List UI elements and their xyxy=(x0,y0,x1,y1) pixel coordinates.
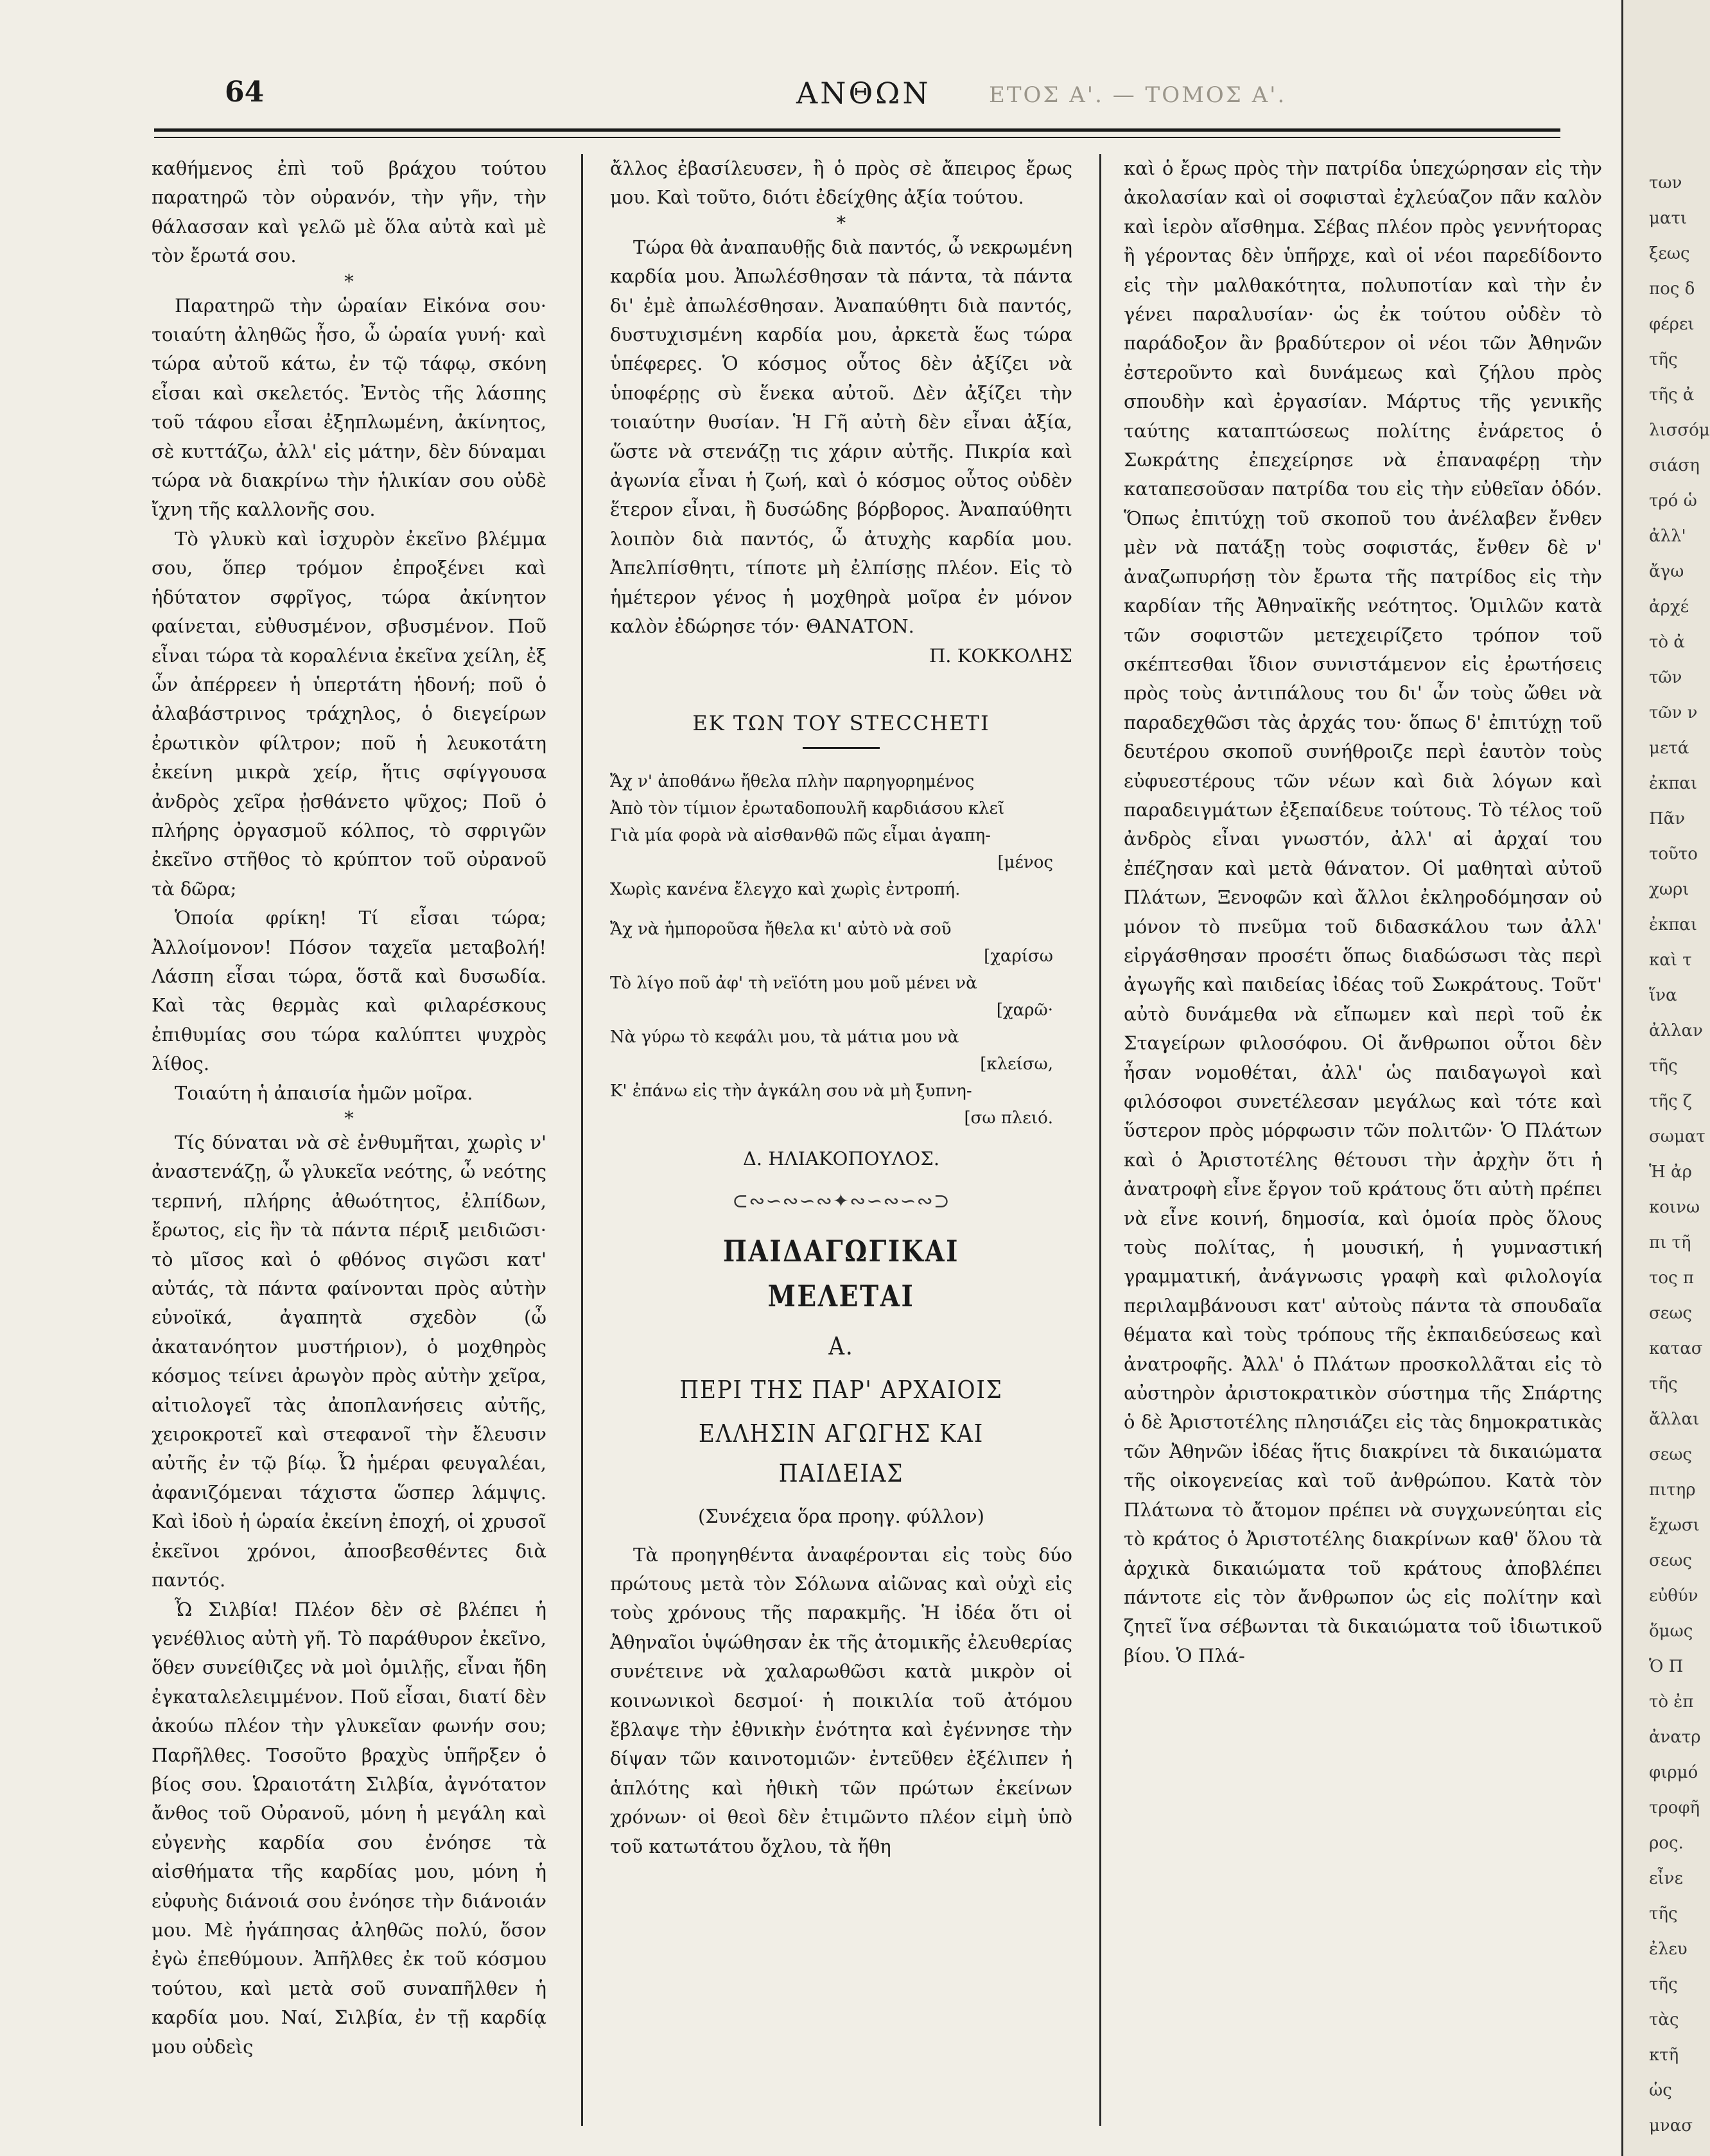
edge-fragment: πιτηρ xyxy=(1649,1480,1696,1500)
edge-fragment: ἀλλ' xyxy=(1649,527,1686,546)
edge-fragment: μνασ xyxy=(1649,2116,1693,2135)
poem-line-continuation: [χαρῶ· xyxy=(996,1001,1053,1021)
edge-fragment: ἐκπαι xyxy=(1649,915,1698,934)
edge-fragment: σεως xyxy=(1649,1551,1692,1570)
ornamental-divider: ⊂∾∽∾∽∾✦∾∽∾∽∾⊃ xyxy=(732,1189,950,1213)
edge-fragment: κατασ xyxy=(1649,1339,1703,1358)
study-part: Α. xyxy=(828,1332,854,1361)
poem-stanza-2 xyxy=(610,916,1072,1132)
poem-title: ΕΚ ΤΩΝ ΤΟΥ STECCHETI xyxy=(692,710,990,735)
poem-line-continuation: [χαρίσω xyxy=(984,947,1053,967)
edge-fragment: κτῆ xyxy=(1649,2046,1679,2065)
edge-fragment: ἀνατρ xyxy=(1649,1728,1701,1747)
edge-fragment: των xyxy=(1649,173,1682,193)
edge-fragment: τῆς xyxy=(1649,1374,1678,1394)
c2-star-separator: * xyxy=(836,211,846,234)
c1-paragraph-2: Παρατηρῶ τὴν ὡραίαν Εἰκόνα σου· τοιαύτη ἀληθῶς ἦσο, ὦ ὡραία γυνή· καὶ τώρα αὐτοῦ κάτω, ἐν τῷ τάφῳ, σκόνη εἶσαι καὶ σκελετός. Ἐντὸς τῆς λάσπης τοῦ τάφου εἶσαι ἐξηπλωμένη, ἀκίνητος, σὲ κυττάζω, ἀλλ' εἰς μάτην, δὲν δύναμαι τώρα νὰ διακρίνω τὴν ἡλικίαν σου οὐδὲ ἴχνη τῆς καλλονῆς σου. xyxy=(152,294,546,521)
edge-fragment: ἔχωσι xyxy=(1649,1516,1700,1535)
edge-fragment: τὸ ἀ xyxy=(1649,633,1685,652)
edge-fragment: σωματ xyxy=(1649,1127,1706,1146)
edge-fragment: τὸ ἐπ xyxy=(1649,1692,1694,1712)
edge-fragment: σιάση xyxy=(1649,456,1700,475)
edge-fragment: Ἡ ἀρ xyxy=(1649,1162,1692,1182)
signature-kokkolis: Π. ΚΟΚΚΟΛΗΣ xyxy=(929,644,1072,667)
edge-fragment: ρος. xyxy=(1649,1834,1684,1853)
poem-line: Κ' ἐπάνω εἰς τὴν ἀγκάλη σου νὰ μὴ ξυπνη- xyxy=(610,1082,972,1101)
study-subtitle-1: ΠΕΡΙ ΤΗΣ ΠΑΡ' ΑΡΧΑΙΟΙΣ xyxy=(679,1376,1003,1405)
edge-fragment: τοῦτο xyxy=(1649,845,1698,864)
edge-fragment: τῆς ζ xyxy=(1649,1092,1692,1111)
edge-fragment: σεως xyxy=(1649,1445,1692,1464)
c1-paragraph-4: Ὁποία φρίκη! Τί εἶσαι τώρα; Ἀλλοίμονον! Πόσον ταχεῖα μεταβολή! Λάσπη εἶσαι τώρα, ὅστᾶ καὶ δυσωδία. Καὶ τὰς θερμὰς καὶ φιλαρέσκους ἐπιθυμίας σου τώρα καλύπτει ψυχρὸς λίθος. xyxy=(152,907,546,1075)
poem-line-continuation: [κλείσω, xyxy=(980,1055,1053,1074)
poem-stanza-1 xyxy=(610,768,1072,903)
c2-paragraph-2: Τώρα θὰ ἀναπαυθῇς διὰ παντός, ὦ νεκρωμένη καρδία μου. Ἀπωλέσθησαν τὰ πάντα, τὰ πάντα δι' ἐμὲ ἀπωλέσθησαν. Ἀναπαύθητι διὰ παντός, δυστυχισμένη καρδία μου, ἀρκετὰ ἕως τώρα ὑπέφερες. Ὁ κόσμος οὗτος δὲν ἀξίζει νὰ ὑποφέρῃς σὺ ἕνεκα αὐτοῦ. Δὲν ἀξίζει τὴν τοιαύτην θυσίαν. Ἡ Γῆ αὐτὴ δὲν εἶναι ἀξία, ὥστε νὰ στενάζῃ τις χάριν αὐτῆς. Πικρία καὶ ἀγωνία εἶναι ἡ ζωή, καὶ ὁ κόσμος οὗτος οὐδὲν ἕτερον εἶναι, ἢ δυσώδης βόρβορος. Ἀναπαύθητι λοιπὸν διὰ παντός, ὦ ἀτυχὴς καρδία μου. Ἀπελπίσθητι, τίποτε μὴ ἐλπίσῃς πλέον. Εἰς τὸ ἡμέτερον γένος ἡ μοχθηρὰ μοῖρα ἐν μόνον καλὸν ἐδώρησε τόν· ΘΑΝΑΤΟΝ. xyxy=(610,236,1072,638)
edge-fragment: ξεως xyxy=(1649,244,1690,263)
continuation-note: (Συνέχεια ὅρα προηγ. φύλλον) xyxy=(698,1505,984,1528)
c1-paragraph-3: Τὸ γλυκὺ καὶ ἰσχυρὸν ἐκεῖνο βλέμμα σου, ὅπερ τρόμον ἐπροξένει καὶ ἡδύτατον σφρῖγος, τώρα ἀκίνητον φαίνεται, εὐθυσμένον, σβυσμένον. Ποῦ εἶναι τώρα τὰ κοραλένια ἐκεῖνα χείλη, ἐξ ὧν ἀπέρρεεν ἡ ὑπερτάτη ἡδονή; ποῦ ὁ ἀλαβάστρινος τράχηλος, ὁ διεγείρων ἐρωτικὸν φίλτρον; ποῦ ἡ λευκοτάτη ἐκείνη μικρὰ χείρ, ἥτις σφίγγουσα ἀνδρὸς χεῖρα ᾐσθάνετο ψῦχος; Ποῦ ὁ πλήρης ὀργασμοῦ κόλπος, τὸ σφριγῶν ἐκεῖνο στῆθος τὸ κρύπτον τοῦ οὐρανοῦ τὰ δῶρα; xyxy=(152,527,546,900)
edge-fragment: πος δ xyxy=(1649,279,1695,299)
edge-fragment: χωρι xyxy=(1649,880,1689,899)
edge-fragment: τῶν ν xyxy=(1649,703,1698,723)
edge-fragment: λισσόμ xyxy=(1649,421,1710,440)
faint-header-text: ΕΤΟΣ Α'. — ΤΟΜΟΣ Α'. xyxy=(989,82,1287,108)
poem-line: Ἀπὸ τὸν τίμιον ἐρωταδοπουλῆ καρδιάσου κλεῖ xyxy=(610,799,1005,819)
signature-iliakopoulos: Δ. ΗΛΙΑΚΟΠΟΥΛΟΣ. xyxy=(742,1148,940,1170)
edge-fragment: εὐθύν xyxy=(1649,1586,1698,1606)
edge-fragment: Πᾶν xyxy=(1649,809,1686,828)
column-divider-1 xyxy=(581,154,583,2126)
column-1 xyxy=(152,154,546,2062)
c2-paragraph-1: ἄλλος ἐβασίλευσεν, ἢ ὁ πρὸς σὲ ἄπειρος ἔρως μου. Καὶ τοῦτο, διότι ἐδείχθης ἀξία τούτου. xyxy=(610,157,1072,209)
edge-fragment: ματι xyxy=(1649,209,1688,228)
edge-fragment: τῆς xyxy=(1649,1904,1678,1924)
poem-line: Ἄχ ν' ἀποθάνω ἤθελα πλὴν παρηγορημένος xyxy=(610,772,975,792)
edge-fragment: πι τῆ xyxy=(1649,1233,1691,1252)
c3-paragraph-1: καὶ ὁ ἔρως πρὸς τὴν πατρίδα ὑπεχώρησαν εἰς τὴν ἀκολασίαν καὶ οἱ σοφισταὶ ἐχλεύαζον πᾶν καλὸν καὶ ἱερὸν αἴσθημα. Σέβας πλέον πρὸς γεννήτορας ἢ γέροντας δὲν ὑπῆρχε, καὶ οἱ νέοι παρεδίδοντο εἰς τὴν μαλθακότητα, πολυποτίαν καὶ τὴν ἐν γένει παραλυσίαν· ὡς ἐκ τούτου οὐδὲν τὸ παράδοξον ἂν βραδύτερον οἱ νέοι τῶν Ἀθηνῶν ἐστεροῦντο καὶ δυνάμεως καὶ ζήλου πρὸς σπουδὴν καὶ ἐργασίαν. Μάρτυς τῆς γενικῆς ταύτης καταπτώσεως πολίτης ἐνάρετος ὁ Σωκράτης ἐπεχείρησε νὰ ἐπαναφέρῃ τὴν καταπεσοῦσαν πατρίδα του εἰς τὴν εὐθεῖαν ὁδόν. Ὅπως ἐπιτύχῃ τοῦ σκοποῦ του ἀνέλαβεν ἔνθεν μὲν νὰ πατάξῃ τοὺς σοφιστάς, ἔνθεν δὲ ν' ἀναζωπυρήσῃ τὸν ἔρωτα τῆς πατρίδος εἰς τὴν καρδίαν τῆς Ἀθηναϊκῆς νεότητος. Ὁμιλῶν κατὰ τῶν σοφιστῶν μετεχειρίζετο τρόπον τοῦ σκέπτεσθαι ἴδιον συνιστάμενον εἰς ἐρωτήσεις πρὸς τοὺς ἀντιπάλους του δι' ὧν τοὺς ὤθει νὰ παραδεχθῶσι τὰς ἀρχάς του· ὅπως δ' ἐπιτύχῃ τοῦ δευτέρου σκοποῦ συνήθροιζε περὶ ἑαυτὸν τοὺς εὐφυεστέρους τῶν νέων καὶ διὰ λόγων καὶ παραδειγμάτων ἐξεπαίδευε τούτους. Τὸ τέλος τοῦ ἀνδρὸς εἶναι γνωστόν, ἀλλ' αἱ ἀρχαί του ἐπέζησαν καὶ μετὰ θάνατον. Οἱ μαθηταὶ αὐτοῦ Πλάτων, Ξενοφῶν καὶ ἄλλοι ἐκληροδόμησαν οὐ μόνον τὸ πνεῦμα τοῦ διδασκάλου των ἀλλ' εἰργάσθησαν προσέτι ὅπως διαδώσωσι τὰς περὶ ἀγωγῆς καὶ παιδείας ἰδέας τοῦ Σωκράτους. Τοῦτ' αὐτὸ δυνάμεθα νὰ εἴπωμεν καὶ περὶ τοῦ ἐκ Σταγείρων φιλοσόφου. Οἱ ἄνθρωποι οὗτοι δὲν ἦσαν νομοθέται, ἀλλ' ὡς παιδαγωγοὶ καὶ φιλόσοφοι συνετέλεσαν μεγάλως καὶ τότε καὶ ὕστερον πρὸς μόρφωσιν τῶν πολιτῶν· Ὁ Πλάτων καὶ ὁ Ἀριστοτέλης θέτουσι τὴν ἀρχὴν ὅτι ἡ ἀνατροφὴ εἶνε ἔργον τοῦ κράτους ὅτι αὐτὴ πρέπει νὰ εἶνε κοινή, δημοσία, καὶ ὁμοία πρὸς ὅλους τοὺς πολίτας, ἡ μουσική, ἡ γυμναστική γραμματική, ἀνάγνωσις γραφὴ καὶ φιλολογία περιλαμβάνουσι κατ' αὐτοὺς πάντα τὰ σπουδαῖα θέματα καὶ τοὺς τρόπους τῆς ἐκπαιδεύσεως καὶ ἀνατροφῆς. Ἀλλ' ὁ Πλάτων προσκολλᾶται εἰς τὸ αὐστηρὸν ἀριστοκρατικὸν σύστημα τῆς Σπάρτης ὁ δὲ Ἀριστοτέλης πλησιάζει εἰς τὰς δημοκρατικὰς τῶν Ἀθηνῶν ἰδέας ἥτις διακρίνει τὰ δικαιώματα τῆς οἰκογενείας καὶ τοῦ ἀνθρώπου. Κατὰ τὸν Πλάτωνα τὸ ἄτομον πρέπει νὰ συγχωνεύηται εἰς τὸ κράτος ὁ Ἀριστοτέλης διακρίνων καθ' ὅλου τὰ ἀρχικὰ δικαιώματα τοῦ κράτους ἀποβλέπει πάντοτε εἰς τὸν ἄνθρωπον ὡς εἰς πολίτην καὶ ζητεῖ ἵνα σέβωνται τὰ δικαιώματα τοῦ ἰδιωτικοῦ βίου. Ὁ Πλά- xyxy=(1124,157,1602,1667)
poem-line-continuation: [σω πλειό. xyxy=(964,1109,1053,1128)
edge-fragment: σεως xyxy=(1649,1304,1692,1323)
edge-fragment: ἄγω xyxy=(1649,562,1684,581)
study-subtitle-2: ΕΛΛΗΣΙΝ ΑΓΩΓΗΣ ΚΑΙ ΠΑΙΔΕΙΑΣ xyxy=(698,1419,984,1488)
edge-fragment: ἐκπαι xyxy=(1649,774,1698,793)
edge-fragment: τος π xyxy=(1649,1268,1694,1288)
c1-paragraph-6: Τίς δύναται νὰ σὲ ἐνθυμῆται, χωρὶς ν' ἀναστενάζῃ, ὦ γλυκεῖα νεότης, ὦ νεότης τερπνή, πλήρης ἀθωότητος, ἐλπίδων, ἔρωτος, εἰς ἣν τὰ πάντα πέριξ μειδιῶσι· τὸ μῖσος καὶ ὁ φθόνος σιγῶσι κατ' αὐτάς, τὰ πάντα φαίνονται πρὸς αὐτὴν εὐνοϊκά, ἀγαπητὰ σχεδὸν (ὦ ἀκατανόητον μυστήριον), ὁ μοχθηρὸς κόσμος τείνει ἀρωγὸν πρὸς αὐτὴν χεῖρα, αἰτιολογεῖ τὰς ἀποπλανήσεις αὐτῆς, χειροκροτεῖ καὶ στεφανοῖ τὴν ἔλευσιν αὐτῆς ἐν τῷ βίῳ. Ὦ ἡμέραι φευγαλέαι, ἀφανιζόμεναι τάχιστα ὥσπερ λάμψις. Καὶ ἰδοὺ ἡ ὡραία ἐκείνη ἐποχή, οἱ χρυσοῖ ἐκεῖνοι χρόνοι, ἀποσβεσθέντες διὰ παντός. xyxy=(152,1132,546,1591)
c1-paragraph-5: Τοιαύτη ἡ ἀπαισία ἡμῶν μοῖρα. xyxy=(175,1082,473,1104)
column-3 xyxy=(1124,154,1602,1670)
page-number: 64 xyxy=(225,76,265,109)
edge-fragment: τὰς xyxy=(1649,2010,1679,2029)
edge-fragment: τροφῆ xyxy=(1649,1798,1700,1818)
poem-line: Τὸ λίγο ποῦ ἀφ' τὴ νεϊότη μου μοῦ μένει νὰ xyxy=(610,974,977,994)
edge-fragment: ἀλλαν xyxy=(1649,1021,1703,1040)
c1-star-separator-1: * xyxy=(344,270,354,292)
edge-fragment: κοινω xyxy=(1649,1198,1700,1217)
poem-line: Χωρὶς κανένα ἔλεγχο καὶ χωρὶς ἐντροπή. xyxy=(610,880,961,900)
poem-title-rule xyxy=(803,747,880,749)
edge-fragment: τρό ὡ xyxy=(1649,491,1697,511)
edge-fragment: ὅμως xyxy=(1649,1622,1693,1641)
edge-fragment: καὶ τ xyxy=(1649,951,1692,970)
edge-fragment: Ὁ Π xyxy=(1649,1657,1684,1676)
poem-line: Γιὰ μία φορὰ νὰ αἰσθανθῶ πῶς εἶμαι ἀγαπη- xyxy=(610,826,991,846)
poem-line: Νὰ γύρω τὸ κεφάλι μου, τὰ μάτια μου νὰ xyxy=(610,1028,959,1047)
poem-line: Ἄχ νὰ ἠμποροῦσα ἤθελα κι' αὐτὸ νὰ σοῦ xyxy=(610,920,952,940)
edge-fragment: ἄλλαι xyxy=(1649,1410,1700,1429)
c1-paragraph-7: Ὦ Σιλβία! Πλέον δὲν σὲ βλέπει ἡ γενέθλιος αὐτὴ γῆ. Τὸ παράθυρον ἐκεῖνο, ὅθεν συνείθιζες νὰ μοὶ ὁμιλῇς, εἶναι ἤδη ἐγκαταλελειμμένον. Ποῦ εἶσαι, διατί δὲν ἀκούω πλέον τὴν γλυκεῖαν φωνήν σου; Παρῆλθες. Τοσοῦτο βραχὺς ὑπῆρξεν ὁ βίος σου. Ὡραιοτάτη Σιλβία, ἀγνότατον ἄνθος τοῦ Οὐρανοῦ, μόνη ἡ μεγάλη καὶ εὐγενὴς καρδία σου ἐνόησε τὰ αἰσθήματα τῆς καρδίας μου, μόνη ἡ εὐφυὴς διάνοιά σου ἐνόησε τὴν διάνοιάν μου. Μὲ ἠγάπησας ἀληθῶς πολύ, ὅσον ἐγὼ ἐπεθύμουν. Ἀπῆλθες ἐκ τοῦ κόσμου τούτου, καὶ μετὰ σοῦ συναπῆλθεν ἡ καρδία μου. Ναί, Σιλβία, ἐν τῇ καρδίᾳ μου οὐδεὶς xyxy=(152,1598,546,2058)
edge-fragment: τῆς ἀ xyxy=(1649,385,1695,405)
edge-fragment: εἶνε xyxy=(1649,1869,1683,1888)
edge-fragment: ἵνα xyxy=(1649,986,1677,1005)
edge-fragment: φέρει xyxy=(1649,315,1695,334)
edge-fragment: τῆς xyxy=(1649,1056,1678,1076)
column-2 xyxy=(610,154,1072,1861)
edge-fragment: ἐλευ xyxy=(1649,1940,1688,1959)
c1-paragraph-1: καθήμενος ἐπὶ τοῦ βράχου τούτου παρατηρῶ τὸν οὐρανόν, τὴν γῆν, τὴν θάλασσαν καὶ γελῶ μὲ ὅλα αὐτὰ καὶ μὲ τὸν ἔρωτά σου. xyxy=(152,157,546,267)
c2-paragraph-3: Τὰ προηγηθέντα ἀναφέρονται εἰς τοὺς δύο πρώτους μετὰ τὸν Σόλωνα αἰῶνας καὶ οὐχὶ εἰς τοὺς χρόνους τῆς παρακμῆς. Ἡ ἰδέα ὅτι οἱ Ἀθηναῖοι ὑψώθησαν ἐκ τῆς ἀτομικῆς ἐλευθερίας συνέτεινε νὰ χαλαρωθῶσι κατὰ μικρὸν οἱ κοινωνικοὶ δεσμοί· ἡ ποικιλία τοῦ ἀτόμου ἔβλαψε τὴν ἐθνικὴν ἑνότητα καὶ ἐγέννησε τὴν δίψαν τῶν καινοτομιῶν· ἐντεῦθεν ἐξέλιπεν ἡ ἁπλότης καὶ ἠθικὴ τῶν πρώτων ἐκείνων χρόνων· οἱ θεοὶ δὲν ἐτιμῶντο πλέον εἰμὴ ὑπὸ τοῦ κατωτάτου ὄχλου, τὰ ἤθη xyxy=(610,1543,1072,1857)
edge-fragment: ὡς xyxy=(1649,2081,1672,2100)
edge-fragment: φιρμό xyxy=(1649,1763,1698,1782)
header-rule xyxy=(154,128,1560,138)
journal-title: ΑΝΘΩΝ xyxy=(796,76,931,110)
edge-fragment: ἀρχέ xyxy=(1649,597,1689,617)
edge-fragment: τῆς xyxy=(1649,1975,1678,1994)
edge-fragment: μετά xyxy=(1649,739,1689,758)
column-divider-2 xyxy=(1099,154,1101,2126)
edge-fragment: τῶν xyxy=(1649,668,1682,687)
poem-line-continuation: [μένος xyxy=(997,853,1053,873)
c1-star-separator-2: * xyxy=(344,1107,354,1129)
study-title: ΠΑΙΔΑΓΩΓΙΚΑΙ ΜΕΛΕΤΑΙ xyxy=(722,1234,960,1314)
edge-fragment: τῆς xyxy=(1649,350,1678,369)
